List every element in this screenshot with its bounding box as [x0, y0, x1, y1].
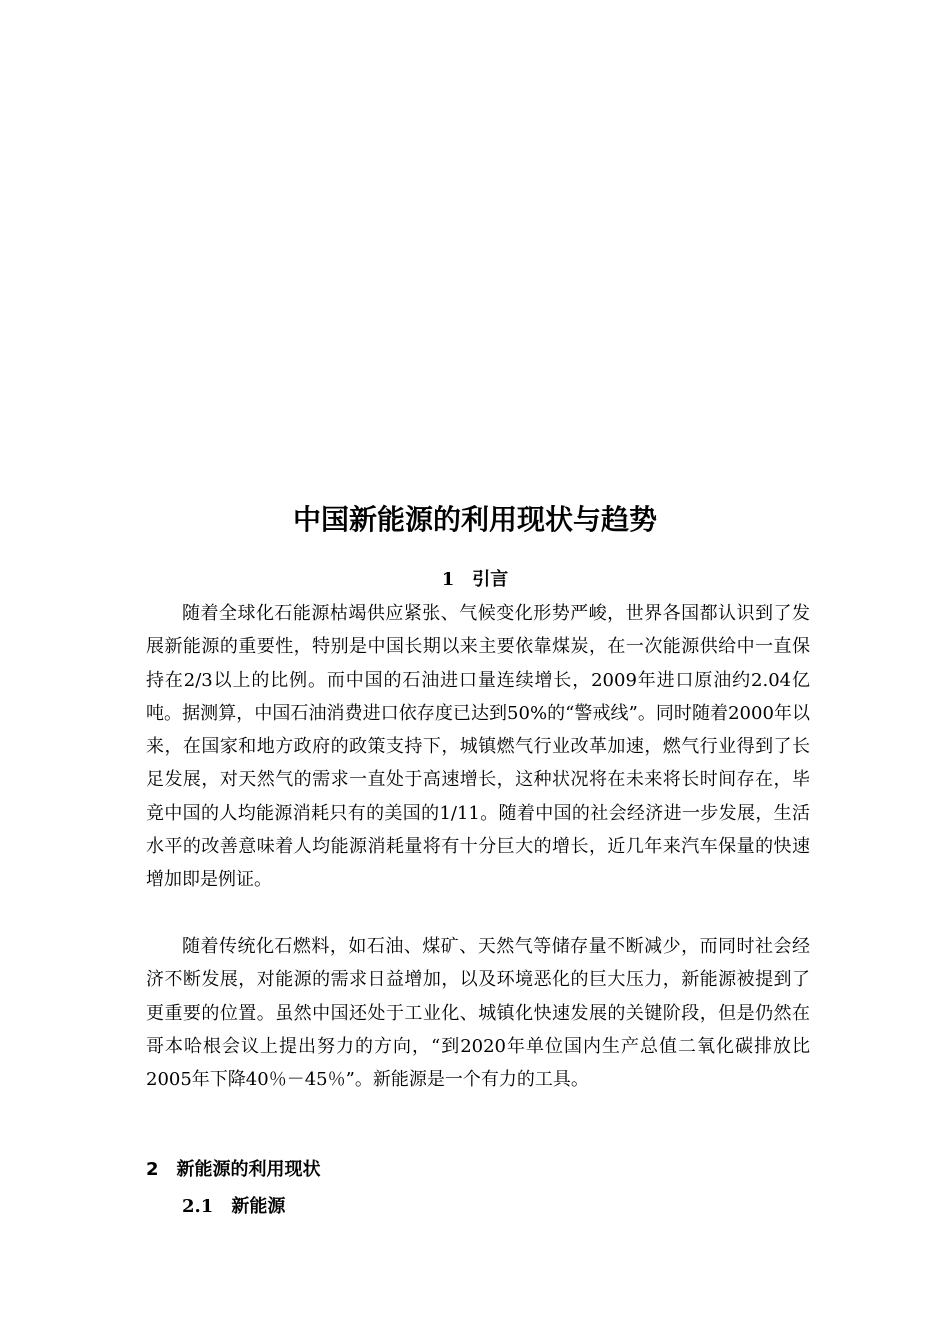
- section-1-number: 1: [441, 569, 455, 590]
- section-1-heading: [0, 566, 950, 594]
- section-1-paragraph-1: 随着全球化石能源枯竭供应紧张、气候变化形势严峻，世界各国都认识到了发展新能源的重要性，特别是中国长期以来主要依靠煤炭，在一次能源供给中一直保持在2/3以上的比例。而中国的石油进口量连续增长，2009年进口原油约2.04亿吨。据测算，中国石油消费进口依存度已达到50%的“警戒线”。同时随着2000年以来，在国家和地方政府的政策支持下，城镇燃气行业改革加速，燃气行业得到了长足发展，对天然气的需求一直处于高速增长，这种状况将在未来将长时间存在，毕竟中国的人均能源消耗只有的美国的1/11。随着中国的社会经济进一步发展，生活水平的改善意味着人均能源消耗量将有十分巨大的增长，近几年来汽车保量的快速增加即是例证。: [146, 603, 810, 891]
- subsection-2-1-number: 2.1: [182, 1196, 214, 1217]
- section-2-number: 2: [146, 1159, 159, 1180]
- subsection-2-1-heading: [182, 1193, 285, 1221]
- section-1-title: 引言: [472, 569, 509, 590]
- section-2-heading: [146, 1156, 321, 1184]
- section-1-paragraph-1-block: [146, 597, 810, 897]
- section-1-paragraph-2-block: [146, 930, 810, 1096]
- document-title: 中国新能源的利用现状与趋势: [292, 503, 657, 536]
- section-2-title: 新能源的利用现状: [176, 1159, 321, 1180]
- section-1-paragraph-2: 随着传统化石燃料，如石油、煤矿、天然气等储存量不断减少，而同时社会经济不断发展，对能源的需求日益增加，以及环境恶化的巨大压力，新能源被提到了更重要的位置。虽然中国还处于工业化、城镇化快速发展的关键阶段，但是仍然在哥本哈根会议上提出努力的方向，“到2020年单位国内生产总值二氧化碳排放比2005年下降40％－45％”。新能源是一个有力的工具。: [146, 936, 810, 1091]
- subsection-2-1-title: 新能源: [231, 1196, 286, 1217]
